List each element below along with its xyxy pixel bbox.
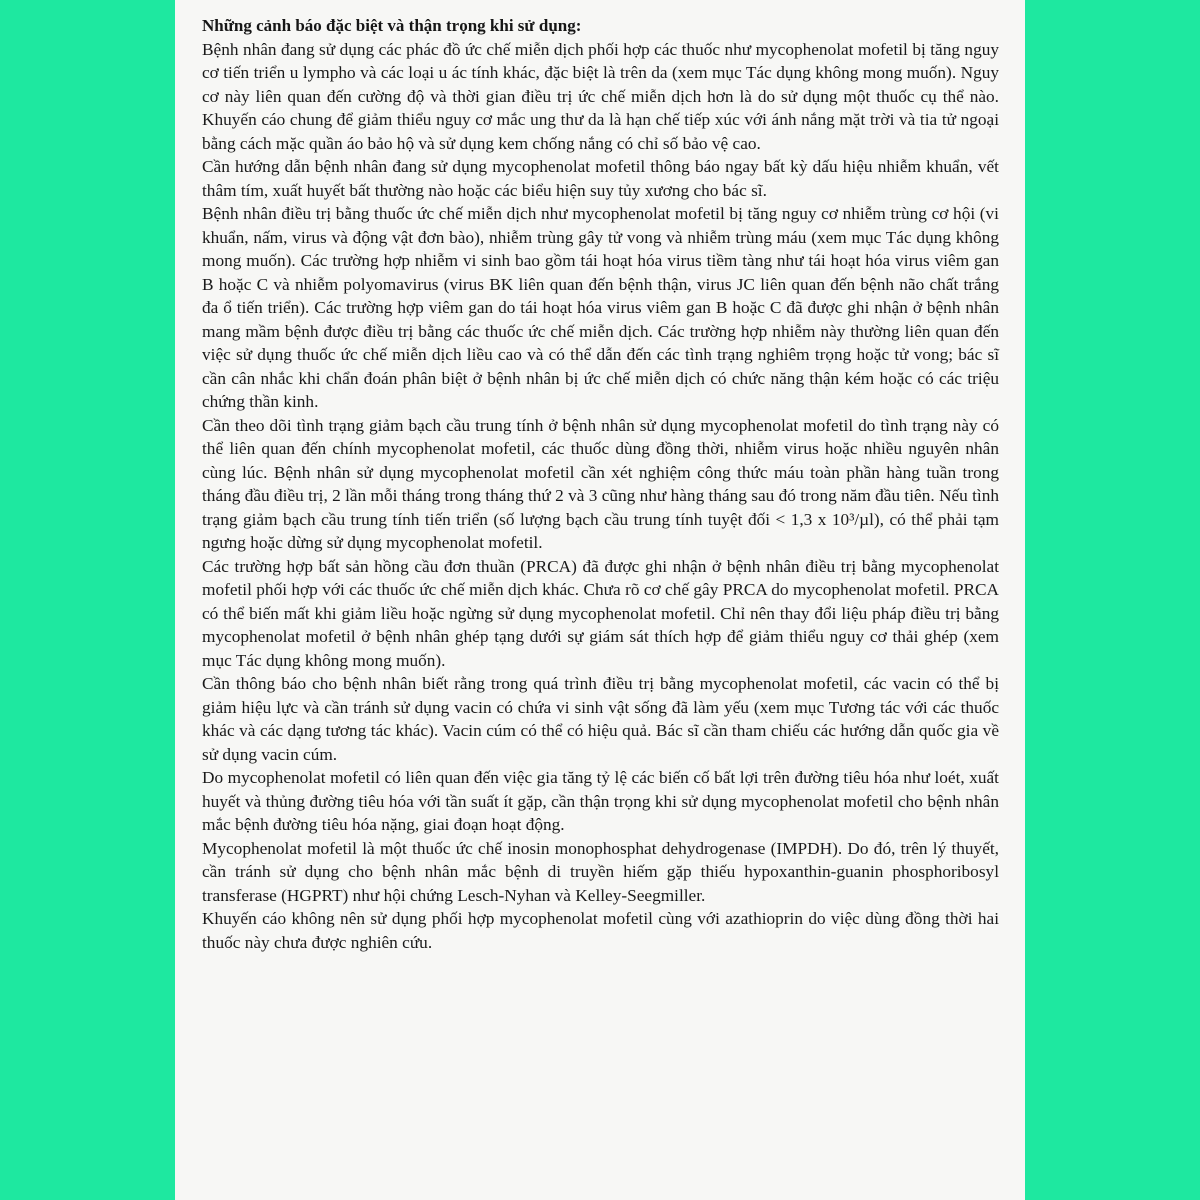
paragraph-impdh: Mycophenolat mofetil là một thuốc ức chế inosin monophosphat dehydrogenase (IMPDH). Do đó, trên lý thuyết, cần tránh sử dụng cho bệnh nhân mắc bệnh di truyền hiếm gặp thiếu hypoxanthin-guanin phosphoribosyl transferase (HGPRT) như hội chứng Lesch-Nyhan và Kelley-Seegmiller. — [202, 838, 999, 905]
paragraph-vaccines: Cần thông báo cho bệnh nhân biết rằng trong quá trình điều trị bằng mycophenolat mofetil, các vacin có thể bị giảm hiệu lực và cần tránh sử dụng vacin có chứa vi sinh vật sống đã làm yếu (xem mục Tương tác với các thuốc khác và các dạng tương tác khác). Vacin cúm có thể có hiệu quả. Bác sĩ cần tham chiếu các hướng dẫn quốc gia về sử dụng vacin cúm. — [202, 674, 999, 764]
document-page — [175, 0, 1025, 1200]
paragraph-prca: Các trường hợp bất sản hồng cầu đơn thuần (PRCA) đã được ghi nhận ở bệnh nhân điều trị bằng mycophenolat mofetil phối hợp với các thuốc ức chế miễn dịch khác. Chưa rõ cơ chế gây PRCA do mycophenolat mofetil. PRCA có thể biến mất khi giảm liều hoặc ngừng sử dụng mycophenolat mofetil. Chỉ nên thay đổi liệu pháp điều trị bằng mycophenolat mofetil ở bệnh nhân ghép tạng dưới sự giám sát thích hợp để giảm thiểu nguy cơ thải ghép (xem mục Tác dụng không mong muốn). — [202, 556, 999, 670]
paragraph-azathioprine: Khuyến cáo không nên sử dụng phối hợp mycophenolat mofetil cùng với azathioprin do việc dùng đồng thời hai thuốc này chưa được nghiên cứu. — [202, 909, 999, 952]
section-title: Những cảnh báo đặc biệt và thận trọng khi sử dụng: — [202, 16, 582, 35]
paragraph-malignancy-risk: Bệnh nhân đang sử dụng các phác đồ ức chế miễn dịch phối hợp các thuốc như mycophenolat mofetil bị tăng nguy cơ tiến triển u lympho và các loại u ác tính khác, đặc biệt là trên da (xem mục Tác dụng không mong muốn). Nguy cơ này liên quan đến cường độ và thời gian điều trị ức chế miễn dịch hơn là do sử dụng một thuốc cụ thể nào. Khuyến cáo chung để giảm thiểu nguy cơ mắc ung thư da là hạn chế tiếp xúc với ánh nắng mặt trời và tia tử ngoại bằng cách mặc quần áo bảo hộ và sử dụng kem chống nắng có chỉ số bảo vệ cao. — [202, 39, 999, 153]
paragraph-infection-reporting: Cần hướng dẫn bệnh nhân đang sử dụng mycophenolat mofetil thông báo ngay bất kỳ dấu hiệu nhiễm khuẩn, vết thâm tím, xuất huyết bất thường nào hoặc các biểu hiện suy tủy xương cho bác sĩ. — [202, 157, 999, 200]
paragraph-neutropenia: Cần theo dõi tình trạng giảm bạch cầu trung tính ở bệnh nhân sử dụng mycophenolat mofetil do tình trạng này có thể liên quan đến chính mycophenolat mofetil, các thuốc dùng đồng thời, nhiễm virus hoặc nhiều nguyên nhân cùng lúc. Bệnh nhân sử dụng mycophenolat mofetil cần xét nghiệm công thức máu toàn phần hàng tuần trong tháng đầu điều trị, 2 lần mỗi tháng trong tháng thứ 2 và 3 cũng như hàng tháng sau đó trong năm đầu tiên. Nếu tình trạng giảm bạch cầu trung tính tiến triển (số lượng bạch cầu trung tính tuyệt đối < 1,3 x 10³/µl), có thể phải tạm ngưng hoặc dừng sử dụng mycophenolat mofetil. — [202, 415, 999, 552]
paragraph-opportunistic-infections: Bệnh nhân điều trị bằng thuốc ức chế miễn dịch như mycophenolat mofetil bị tăng nguy cơ nhiễm trùng cơ hội (vi khuẩn, nấm, virus và động vật đơn bào), nhiễm trùng gây tử vong và nhiễm trùng máu (xem mục Tác dụng không mong muốn). Các trường hợp nhiễm vi sinh bao gồm tái hoạt hóa virus tiềm tàng như tái hoạt hóa virus viêm gan B hoặc C và nhiễm polyomavirus (virus BK liên quan đến bệnh thận, virus JC liên quan đến bệnh não chất trắng đa ổ tiến triển). Các trường hợp viêm gan do tái hoạt hóa virus viêm gan B hoặc C đã được ghi nhận ở bệnh nhân mang mầm bệnh được điều trị bằng các thuốc ức chế miễn dịch. Các trường hợp nhiễm này thường liên quan đến việc sử dụng thuốc ức chế miễn dịch liều cao và có thể dẫn đến các tình trạng nghiêm trọng hoặc tử vong; bác sĩ cần cân nhắc khi chẩn đoán phân biệt ở bệnh nhân bị ức chế miễn dịch có chức năng thận kém hoặc có các triệu chứng thần kinh. — [202, 204, 999, 411]
paragraph-gastrointestinal: Do mycophenolat mofetil có liên quan đến việc gia tăng tỷ lệ các biến cố bất lợi trên đường tiêu hóa như loét, xuất huyết và thủng đường tiêu hóa với tần suất ít gặp, cần thận trọng khi sử dụng mycophenolat mofetil cho bệnh nhân mắc bệnh đường tiêu hóa nặng, giai đoạn hoạt động. — [202, 768, 999, 834]
